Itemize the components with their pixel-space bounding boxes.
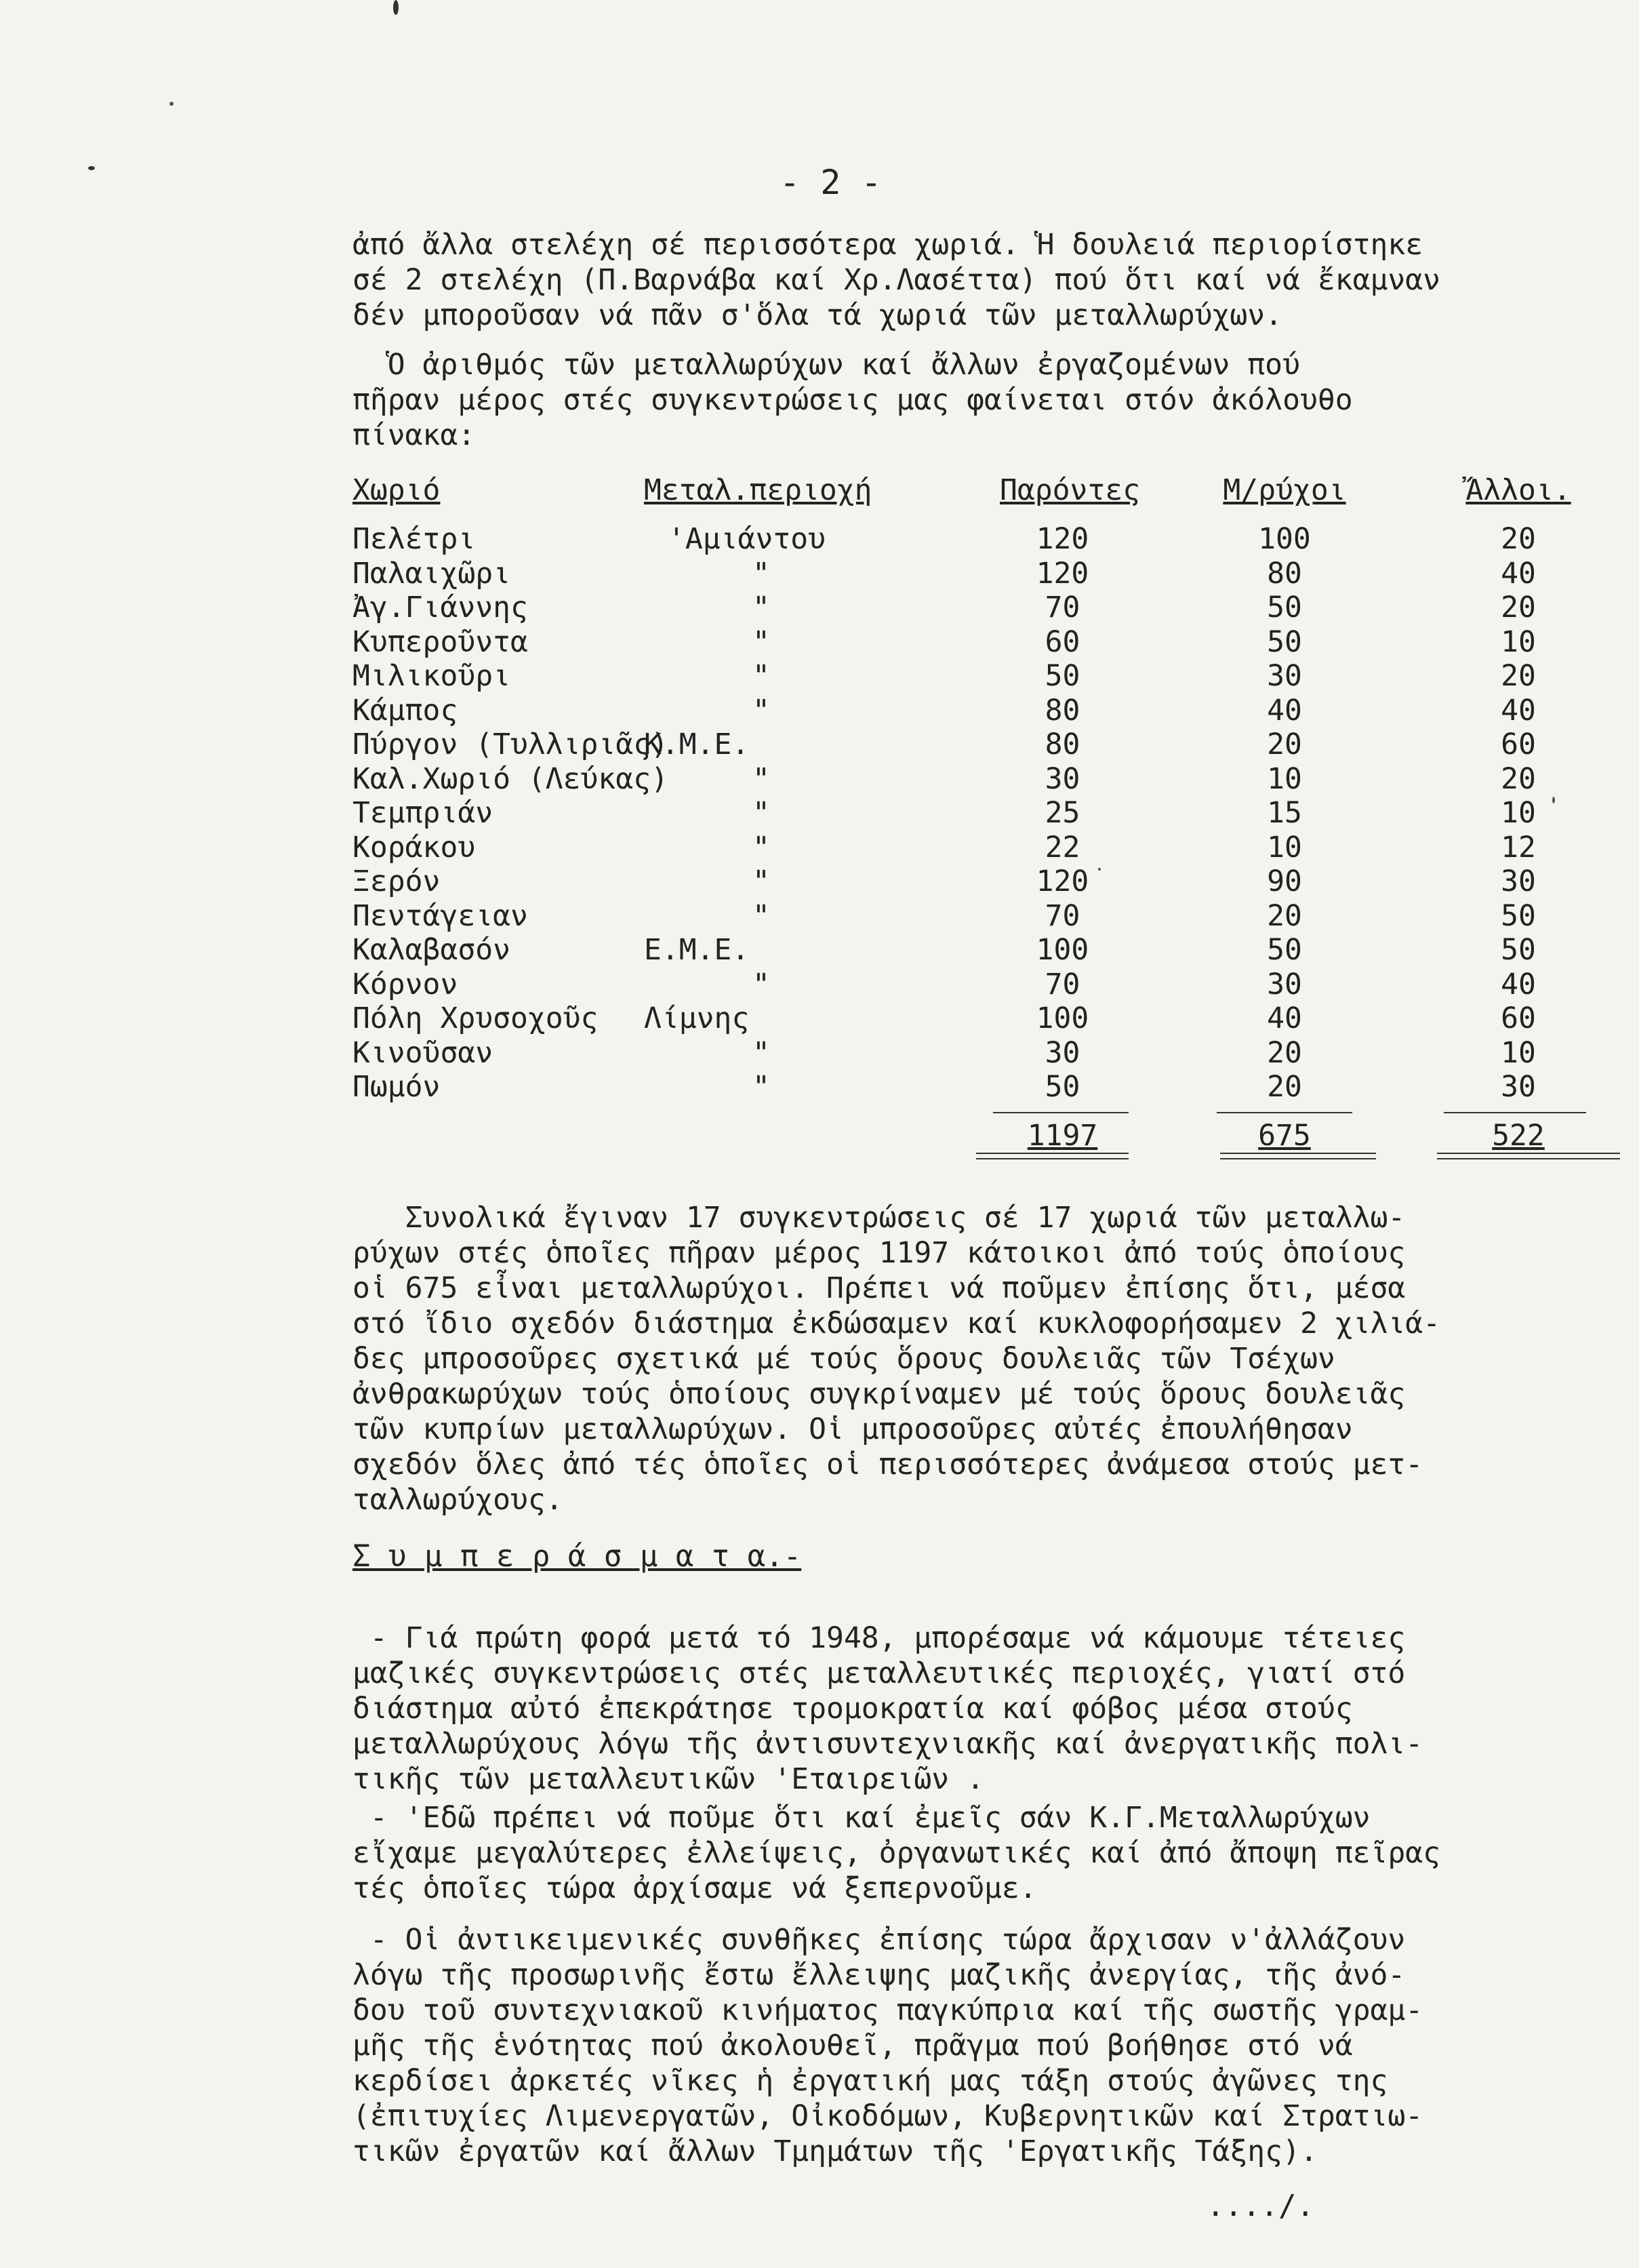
row-mining-region: " bbox=[752, 591, 770, 624]
conclusion-line: - Γιά πρώτη φορά μετά τό 1948, μπορέσαμε νά κάμουμε τέτειες bbox=[352, 1621, 1406, 1655]
row-present: 80 bbox=[1045, 728, 1080, 761]
summary-line: Συνολικά ἔγιναν 17 συγκεντρώσεις σέ 17 χωριά τῶν μεταλλω- bbox=[352, 1201, 1406, 1235]
total-rule-others bbox=[1444, 1112, 1586, 1113]
row-others: 60 bbox=[1501, 728, 1536, 761]
total-present: 1197 bbox=[1027, 1119, 1098, 1153]
row-present: 22 bbox=[1045, 830, 1080, 864]
row-present: 100 bbox=[1036, 933, 1089, 967]
summary-line: στό ἴδιο σχεδόν διάστημα ἐκδώσαμεν καί κυκλοφορήσαμεν 2 χιλιά- bbox=[352, 1307, 1441, 1340]
total-double-rule bbox=[1220, 1153, 1376, 1159]
row-mining-region: " bbox=[752, 1035, 770, 1070]
conclusion-line: μῆς τῆς ἑνότητας πού ἀκολουθεῖ, πρᾶγμα πού βοήθησε στό νά bbox=[352, 2029, 1353, 2063]
row-mining-region: " bbox=[752, 864, 770, 898]
row-miners: 80 bbox=[1267, 556, 1302, 591]
row-others: 30 bbox=[1501, 864, 1536, 898]
conclusion-line: τικῆς τῶν μεταλλευτικῶν 'Εταιρειῶν . bbox=[352, 1762, 984, 1796]
row-present: 100 bbox=[1036, 1001, 1089, 1035]
row-others: 50 bbox=[1501, 898, 1536, 933]
row-others: 20 bbox=[1501, 659, 1536, 693]
row-village: Πωμόν bbox=[352, 1070, 441, 1104]
conclusion-line: - 'Εδῶ πρέπει νά ποῦμε ὅτι καί ἐμεῖς σάν Κ.Γ.Μεταλλωρύχων bbox=[352, 1801, 1371, 1835]
row-present: 50 bbox=[1045, 659, 1080, 693]
summary-line: ἀνθρακωρύχων τούς ὁποίους συγκρίναμεν μέ τούς ὅρους δουλειᾶς bbox=[352, 1377, 1406, 1411]
scan-speck bbox=[393, 0, 399, 15]
row-miners: 15 bbox=[1267, 796, 1302, 830]
conclusion-line: τικῶν ἐργατῶν καί ἄλλων Τμημάτων τῆς 'Εργατικῆς Τάξης). bbox=[352, 2134, 1318, 2168]
row-village: Παλαιχῶρι bbox=[352, 556, 510, 591]
row-mining-region: " bbox=[752, 761, 770, 796]
intro-line: ἀπό ἄλλα στελέχη σέ περισσότερα χωριά. Ἡ δουλειά περιορίστηκε bbox=[352, 228, 1423, 262]
row-others: 12 bbox=[1501, 830, 1536, 864]
header-present: Παρόντες bbox=[1000, 473, 1141, 507]
total-double-rule bbox=[1437, 1153, 1620, 1159]
conclusion-line: κερδίσει ἀρκετές νῖκες ἡ ἐργατική μας τάξη στούς ἀγῶνες της bbox=[352, 2064, 1388, 2098]
row-others: 10 bbox=[1501, 1035, 1536, 1070]
row-village: Πύργον (Τυλλιριᾶς) bbox=[352, 728, 668, 761]
row-present: 120 bbox=[1036, 556, 1089, 591]
intro-line: σέ 2 στελέχη (Π.Βαρνάβα καί Χρ.Λασέττα) πού ὅτι καί νά ἔκαμναν bbox=[352, 263, 1441, 297]
row-others: 40 bbox=[1501, 693, 1536, 728]
row-village: Πελέτρι bbox=[352, 522, 476, 556]
table-intro-paragraph bbox=[352, 347, 1353, 453]
row-present: 25 bbox=[1045, 796, 1080, 830]
row-others: 20 bbox=[1501, 591, 1536, 624]
row-miners: 20 bbox=[1267, 728, 1302, 761]
row-mining-region: Λίμνης bbox=[644, 1001, 750, 1035]
row-miners: 10 bbox=[1267, 761, 1302, 796]
row-village: Κινοῦσαν bbox=[352, 1035, 493, 1070]
row-miners: 30 bbox=[1267, 967, 1302, 1001]
continuation-mark: ..../. bbox=[1207, 2189, 1314, 2223]
row-present: 70 bbox=[1045, 967, 1080, 1001]
summary-line: τῶν κυπρίων μεταλλωρύχων. Οἱ μπροσοῦρες αὐτές ἐπουλήθησαν bbox=[352, 1412, 1353, 1446]
row-miners: 20 bbox=[1267, 1035, 1302, 1070]
conclusion-line: μαζικές συγκεντρώσεις στές μεταλλευτικές περιοχές, γιατί στό bbox=[352, 1656, 1406, 1690]
row-present: 60 bbox=[1045, 624, 1080, 659]
row-village: Κοράκου bbox=[352, 830, 476, 864]
row-others: 40 bbox=[1501, 967, 1536, 1001]
row-village: Πεντάγειαν bbox=[352, 898, 528, 933]
header-miners: Μ/ρύχοι bbox=[1223, 473, 1346, 507]
row-mining-region: " bbox=[752, 796, 770, 830]
row-present: 70 bbox=[1045, 898, 1080, 933]
row-village: Πόλη Χρυσοχοῦς bbox=[352, 1001, 599, 1035]
conclusion-line: εἴχαμε μεγαλύτερες ἐλλείψεις, ὀργανωτικές καί ἀπό ἄποψη πεῖρας bbox=[352, 1836, 1441, 1870]
row-village: Ξερόν bbox=[352, 864, 441, 898]
row-others: 60 bbox=[1501, 1001, 1536, 1035]
summary-paragraph bbox=[352, 1200, 1440, 1517]
row-mining-region: Κ.Μ.Ε. bbox=[644, 728, 750, 761]
row-present: 120 bbox=[1036, 864, 1089, 898]
conclusion-2 bbox=[352, 1800, 1440, 1906]
row-others: 20 bbox=[1501, 522, 1536, 556]
row-miners: 50 bbox=[1267, 624, 1302, 659]
row-others: 10 bbox=[1501, 796, 1536, 830]
row-village: Καλ.Χωριό (Λεύκας) bbox=[352, 761, 668, 796]
row-mining-region: Ε.Μ.Ε. bbox=[644, 933, 750, 967]
conclusion-3 bbox=[352, 1922, 1423, 2169]
conclusion-line: δου τοῦ συντεχνιακοῦ κινήματος παγκύπρια καί τῆς σωστῆς γραμ- bbox=[352, 1993, 1423, 2027]
row-present: 80 bbox=[1045, 693, 1080, 728]
row-village: Ἀγ.Γιάννης bbox=[352, 591, 528, 624]
row-mining-region: " bbox=[752, 624, 770, 659]
scan-speck bbox=[169, 102, 174, 106]
row-mining-region: " bbox=[752, 898, 770, 933]
row-village: Καλαβασόν bbox=[352, 933, 510, 967]
row-mining-region: " bbox=[752, 1070, 770, 1104]
total-miners: 675 bbox=[1258, 1119, 1311, 1153]
row-village: Μιλικοῦρι bbox=[352, 659, 510, 693]
row-present: 50 bbox=[1045, 1070, 1080, 1104]
summary-line: σχεδόν ὅλες ἀπό τές ὁποῖες οἱ περισσότερες ἀνάμεσα στούς μετ- bbox=[352, 1448, 1423, 1481]
table-intro-line: πῆραν μέρος στές συγκεντρώσεις μας φαίνεται στόν ἀκόλουθο bbox=[352, 383, 1353, 417]
row-miners: 100 bbox=[1258, 522, 1311, 556]
row-miners: 10 bbox=[1267, 830, 1302, 864]
row-others: 50 bbox=[1501, 933, 1536, 967]
conclusions-heading: Σ υ μ π ε ρ ά σ μ α τ α.- bbox=[352, 1539, 802, 1574]
total-rule-present bbox=[993, 1112, 1129, 1113]
row-miners: 40 bbox=[1267, 693, 1302, 728]
intro-paragraph bbox=[352, 227, 1440, 333]
table-intro-line: Ὁ ἀριθμός τῶν μεταλλωρύχων καί ἄλλων ἐργαζομένων πού bbox=[352, 348, 1300, 382]
conclusion-1 bbox=[352, 1620, 1423, 1797]
row-village: Κόρνον bbox=[352, 967, 458, 1001]
header-village: Χωριό bbox=[352, 473, 441, 507]
row-miners: 50 bbox=[1267, 933, 1302, 967]
row-others: 20 bbox=[1501, 761, 1536, 796]
row-village: Τεμπριάν bbox=[352, 796, 493, 830]
row-present: 30 bbox=[1045, 761, 1080, 796]
row-mining-region: " bbox=[752, 693, 770, 728]
intro-line: δέν μποροῦσαν νά πᾶν σ'ὅλα τά χωριά τῶν μεταλλωρύχων. bbox=[352, 298, 1283, 332]
row-mining-region: " bbox=[752, 830, 770, 864]
summary-line: οἱ 675 εἶναι μεταλλωρύχοι. Πρέπει νά ποῦμεν ἐπίσης ὅτι, μέσα bbox=[352, 1271, 1406, 1305]
conclusion-line: (ἐπιτυχίες Λιμενεργατῶν, Οἰκοδόμων, Κυβερνητικῶν καί Στρατιω- bbox=[352, 2099, 1423, 2133]
row-present: 120 bbox=[1036, 522, 1089, 556]
conclusion-line: μεταλλωρύχους λόγω τῆς ἀντισυντεχνιακῆς καί ἀνεργατικῆς πολι- bbox=[352, 1727, 1423, 1761]
row-present: 70 bbox=[1045, 591, 1080, 624]
row-others: 30 bbox=[1501, 1070, 1536, 1104]
total-double-rule bbox=[976, 1153, 1129, 1159]
summary-line: δες μπροσοῦρες σχετικά μέ τούς ὅρους δουλειᾶς τῶν Τσέχων bbox=[352, 1342, 1335, 1376]
row-miners: 20 bbox=[1267, 1070, 1302, 1104]
row-miners: 20 bbox=[1267, 898, 1302, 933]
row-miners: 90 bbox=[1267, 864, 1302, 898]
total-rule-miners bbox=[1217, 1112, 1352, 1113]
header-mining-region: Μεταλ.περιοχή bbox=[644, 473, 872, 507]
summary-line: ταλλωρύχους. bbox=[352, 1483, 563, 1517]
table-intro-line: πίνακα: bbox=[352, 418, 476, 452]
conclusion-line: τές ὁποῖες τώρα ἀρχίσαμε νά ξεπερνοῦμε. bbox=[352, 1871, 1037, 1905]
header-others: Ἄλλοι. bbox=[1465, 473, 1571, 507]
summary-line: ρύχων στές ὁποῖες πῆραν μέρος 1197 κάτοικοι ἀπό τούς ὁποίους bbox=[352, 1236, 1406, 1270]
row-miners: 30 bbox=[1267, 659, 1302, 693]
conclusion-line: λόγω τῆς προσωρινῆς ἔστω ἔλλειψης μαζικῆς ἀνεργίας, τῆς ἀνό- bbox=[352, 1958, 1406, 1992]
conclusion-line: - Οἱ ἀντικειμενικές συνθῆκες ἐπίσης τώρα ἄρχισαν ν'ἀλλάζουν bbox=[352, 1923, 1406, 1957]
scan-speck bbox=[88, 166, 95, 170]
row-miners: 50 bbox=[1267, 591, 1302, 624]
row-mining-region: 'Αμιάντου bbox=[668, 522, 826, 556]
row-present: 30 bbox=[1045, 1035, 1080, 1070]
row-mining-region: " bbox=[752, 967, 770, 1001]
row-mining-region: " bbox=[752, 659, 770, 693]
row-mining-region: " bbox=[752, 556, 770, 591]
row-village: Κάμπος bbox=[352, 693, 458, 728]
row-village: Κυπεροῦντα bbox=[352, 624, 528, 659]
row-others: 10 bbox=[1501, 624, 1536, 659]
page-number: - 2 - bbox=[780, 163, 882, 202]
total-others: 522 bbox=[1492, 1119, 1545, 1153]
conclusion-line: διάστημα αὐτό ἐπεκράτησε τρομοκρατία καί φόβος μέσα στούς bbox=[352, 1692, 1353, 1726]
row-miners: 40 bbox=[1267, 1001, 1302, 1035]
row-others: 40 bbox=[1501, 556, 1536, 591]
